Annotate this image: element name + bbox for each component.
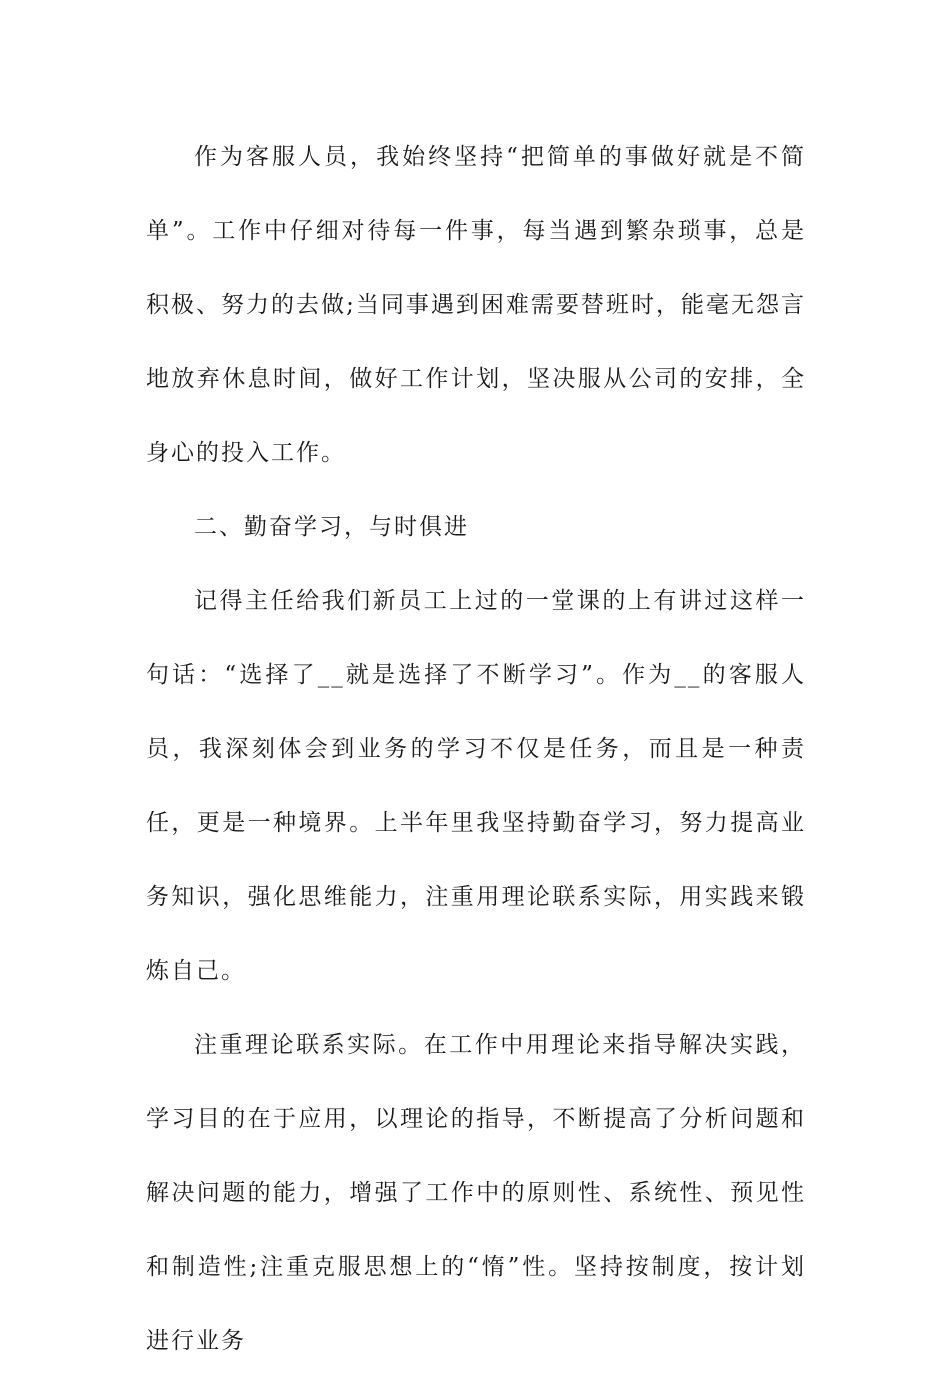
paragraph-learning: 记得主任给我们新员工上过的一堂课的上有讲过这样一句话：“选择了__就是选择了不断学习”。作为__的客服人员，我深刻体会到业务的学习不仅是任务，而且是一种责任，更是一种境界。上半年里我坚持勤奋学习，努力提高业务知识，强化思维能力，注重用理论联系实际，用实践来锻炼自己。 — [146, 588, 806, 984]
paragraph-customer-service: 作为客服人员，我始终坚持“把简单的事做好就是不简单”。工作中仔细对待每一件事，每当遇到繁杂琐事，总是积极、努力的去做;当同事遇到困难需要替班时，能毫无怨言地放弃休息时间，做好工作计划，坚决服从公司的安排，全身心的投入工作。 — [146, 144, 806, 466]
paragraph-theory-practice: 注重理论联系实际。在工作中用理论来指导解决实践，学习目的在于应用，以理论的指导，不断提高了分析问题和解决问题的能力，增强了工作中的原则性、系统性、预见性和制造性;注重克服思想上的“惰”性。坚持按制度，按计划进行业务 — [146, 1032, 806, 1354]
section-heading-study: 二、勤奋学习，与时俱进 — [194, 514, 469, 540]
document-body — [146, 120, 806, 1378]
